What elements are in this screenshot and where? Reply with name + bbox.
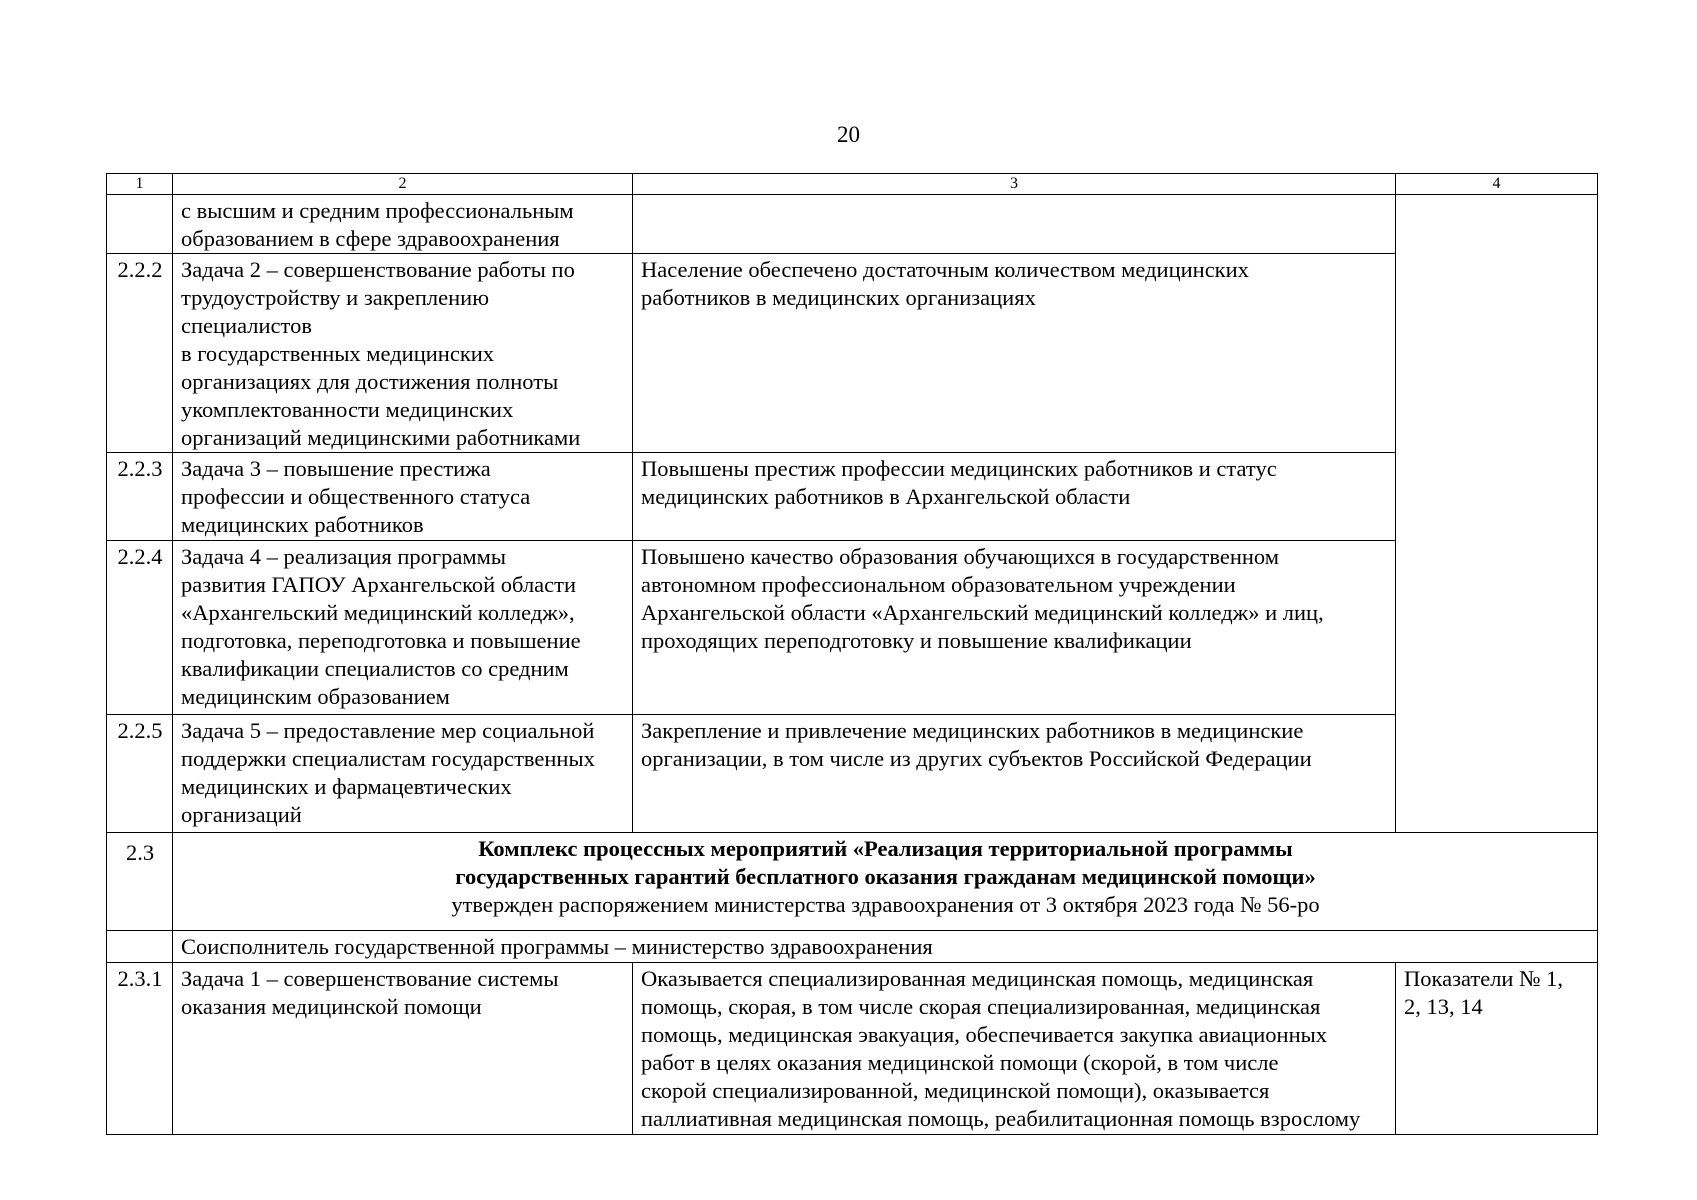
table-row xyxy=(107,195,1598,254)
row-number-cell xyxy=(107,931,173,963)
coexecutor-cell: Соисполнитель государственной программы – министерство здравоохранения xyxy=(173,931,1598,963)
row-number-cell: 2.2.4 xyxy=(107,541,173,715)
column-number-3: 3 xyxy=(633,174,1396,195)
row-number-cell: 2.2.5 xyxy=(107,715,173,833)
result-cell xyxy=(633,195,1396,254)
column-number-row xyxy=(107,174,1598,195)
column-number-2: 2 xyxy=(173,174,633,195)
section-header-row xyxy=(107,833,1598,931)
row-number-cell: 2.2.3 xyxy=(107,453,173,541)
section-subtitle: утвержден распоряжением министерства здравоохранения от 3 октября 2023 года № 56-ро xyxy=(451,892,1320,917)
task-cell: Задача 3 – повышение престижа профессии и общественного статуса медицинских работников xyxy=(173,453,633,541)
column-number-4: 4 xyxy=(1396,174,1598,195)
result-cell: Повышены престиж профессии медицинских работников и статус медицинских работников в Архангельской области xyxy=(633,453,1396,541)
result-cell: Население обеспечено достаточным количеством медицинских работников в медицинских организациях xyxy=(633,254,1396,453)
table-row xyxy=(107,963,1598,1135)
result-cell: Закрепление и привлечение медицинских работников в медицинские организации, в том числе из других субъектов Российской Федерации xyxy=(633,715,1396,833)
table-row xyxy=(107,541,1598,715)
row-number-cell xyxy=(107,195,173,254)
row-number-cell: 2.3.1 xyxy=(107,963,173,1135)
task-cell: Задача 5 – предоставление мер социальной поддержки специалистам государственных медицинских и фармацевтических организаций xyxy=(173,715,633,833)
column-number-1: 1 xyxy=(107,174,173,195)
task-cell: с высшим и средним профессиональным образованием в сфере здравоохранения xyxy=(173,195,633,254)
table-row xyxy=(107,254,1598,453)
indicator-cell xyxy=(1396,195,1598,833)
task-cell: Задача 2 – совершенствование работы по трудоустройству и закреплению специалистов в государственных медицинских организациях для достижения полноты укомплектованности медицинских организаций медицинскими работниками xyxy=(173,254,633,453)
result-cell: Повышено качество образования обучающихся в государственном автономном профессиональном образовательном учреждении Архангельской области «Архангельский медицинский колледж» и лиц, проходящих переподготовку и повышение квалификации xyxy=(633,541,1396,715)
result-cell: Оказывается специализированная медицинская помощь, медицинская помощь, скорая, в том числе скорая специализированная, медицинская помощь, медицинская эвакуация, обеспечивается закупка авиационных работ в целях оказания медицинской помощи (скорой, в том числе скорой специализированной, медицинской помощи), оказывается паллиативная медицинская помощь, реабилитационная помощь взрослому xyxy=(633,963,1396,1135)
section-title: Комплекс процессных мероприятий «Реализация территориальной программы государственных гарантий бесплатного оказания гражданам медицинской помощи» xyxy=(455,836,1316,889)
task-cell: Задача 4 – реализация программы развития ГАПОУ Архангельской области «Архангельский медицинский колледж», подготовка, переподготовка и повышение квалификации специалистов со средним медицинским образованием xyxy=(173,541,633,715)
indicator-cell: Показатели № 1, 2, 13, 14 xyxy=(1396,963,1598,1135)
coexecutor-row xyxy=(107,931,1598,963)
table-row xyxy=(107,715,1598,833)
section-title-cell xyxy=(173,833,1598,931)
page-number: 20 xyxy=(837,122,860,147)
program-table xyxy=(106,173,1598,1135)
task-cell: Задача 1 – совершенствование системы оказания медицинской помощи xyxy=(173,963,633,1135)
row-number-cell: 2.2.2 xyxy=(107,254,173,453)
table-row xyxy=(107,453,1598,541)
section-number-cell: 2.3 xyxy=(107,833,173,931)
